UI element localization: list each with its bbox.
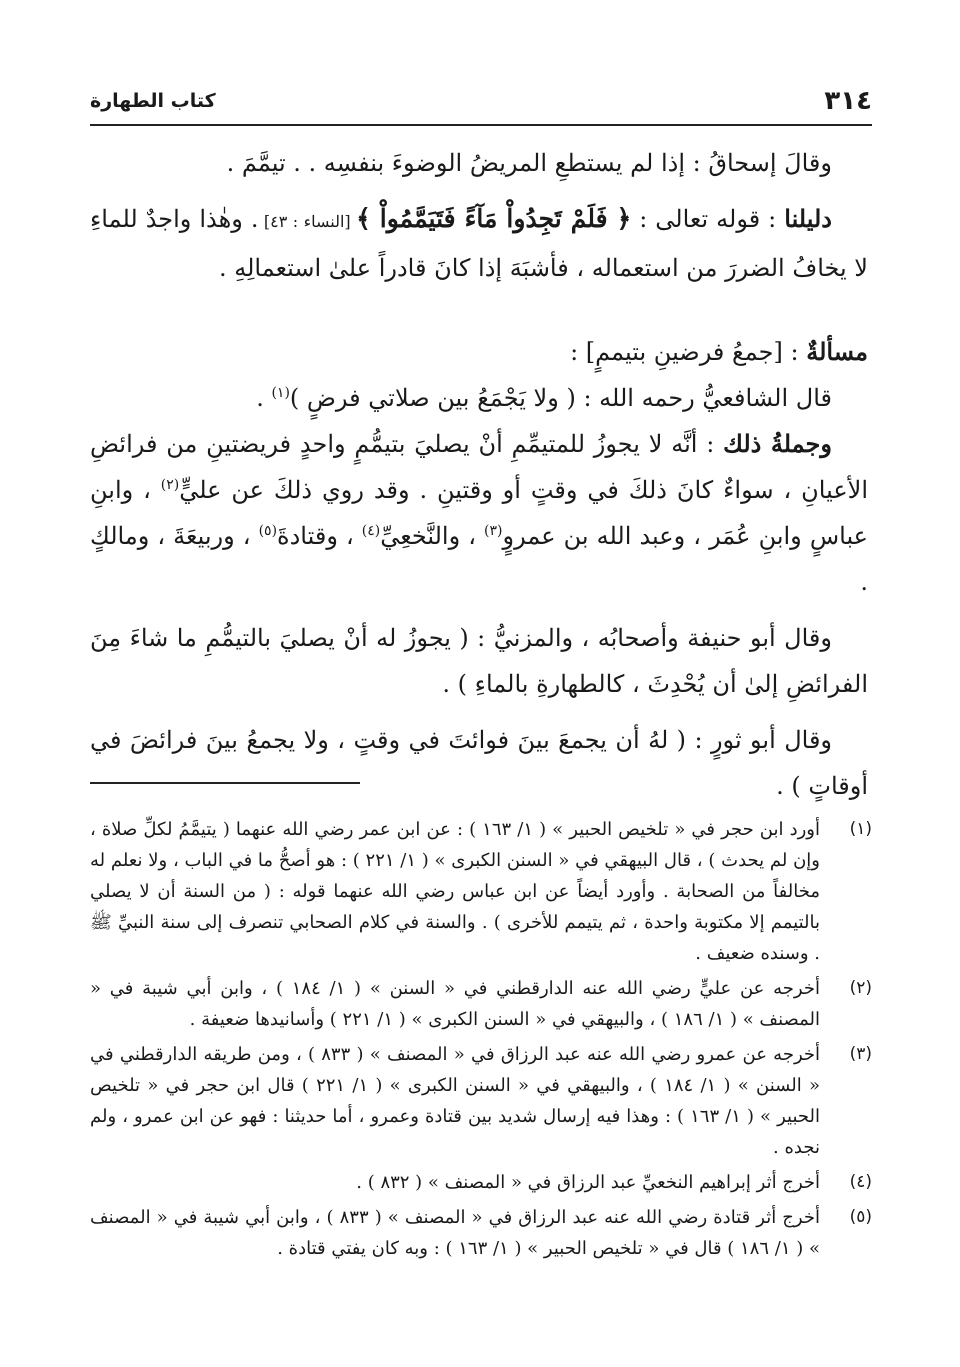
footnote-number: (٢) — [849, 978, 872, 998]
paragraph-abu-hanifa: وقال أبو حنيفة وأصحابُه ، والمزنيُّ : ( يجوزُ له أنْ يصليَ بالتيمُّمِ ما شاءَ مِنَ الفرائضِ إلىٰ أن يُحْدِثَ ، كالطهارةِ بالماءِ ) . — [90, 624, 868, 698]
footnote-ref-3[interactable]: (٣) — [484, 523, 503, 539]
book-title: كتاب الطهارة — [90, 90, 216, 112]
footnote-text: أخرج أثر قتادة رضي الله عنه عبد الرزاق في « المصنف » ( ٨٣٣ ) ، وابن أبي شيبة في « المصنف » ( ١/ ١٨٦ ) قال في « تلخيص الحبير » ( ١/ ١٦٣ ) : وبه كان يفتي قتادة . — [90, 1207, 820, 1259]
paragraph-ishaq: وقالَ إسحاقُ : إذا لم يستطعِ المريضُ الوضوءَ بنفسِه . . تيمَّمَ . — [226, 149, 832, 177]
header-rule — [90, 124, 872, 126]
footnote-ref-2[interactable]: (٢) — [160, 477, 180, 493]
footnote — [90, 1202, 872, 1264]
footnote — [90, 1167, 872, 1198]
paragraph-shafii: قال الشافعيُّ رحمه الله : ( ولا يَجْمَعُ بين صلاتي فرضٍ )$^{(١)}$ . — [256, 384, 832, 412]
page-number: ٣١٤ — [824, 86, 872, 116]
footnote — [90, 973, 872, 1035]
verse-reference: [النساء : ٤٣] — [258, 212, 357, 231]
footnote-text: أخرجه عن عليٍّ رضي الله عنه الدارقطني في « السنن » ( ١/ ١٨٤ ) ، وابن أبي شيبة في « المصنف » ( ١/ ١٨٦ ) ، والبيهقي في « السنن الكبرى » ( ١/ ٢٢١ ) وأسانيدها ضعيفة . — [90, 978, 820, 1030]
masala-lead: مسألةٌ — [806, 337, 868, 366]
footnote-text: أورد ابن حجر في « تلخيص الحبير » ( ١/ ١٦٣ ) : عن ابن عمر رضي الله عنهما ( يتيمَّمُ لكلِّ صلاة ، وإن لم يحدث ) ، قال البيهقي في « السنن الكبرى » ( ١/ ٢٢١ ) : هو أصحُّ ما في الباب ، ولا نعلم له مخالفاً من الصحابة . وأورد أيضاً عن ابن عباس رضي الله عنهما قوله : ( من السنة أن لا يصلي بالتيمم إلا مكتوبة واحدة ، ثم يتيمم للأخرى ) . والسنة في كلام الصحابي تنصرف إلى سنة النبيِّ ﷺ . وسنده ضعيف . — [90, 819, 820, 964]
summary-lead: وجملةُ ذلك — [723, 429, 832, 458]
footnote-ref-4[interactable]: (٤) — [361, 523, 381, 539]
footnote-separator — [90, 782, 360, 784]
footnote-ref-5[interactable]: (٥) — [258, 523, 278, 539]
footnote-ref-1[interactable]: (١) — [271, 385, 290, 401]
footnote-text: أخرجه عن عمرو رضي الله عنه عبد الرزاق في « المصنف » ( ٨٣٣ ) ، ومن طريقه الدارقطني في « السنن » ( ١/ ١٨٤ ) ، والبيهقي في « السنن الكبرى » ( ١/ ٢٢١ ) قال ابن حجر في « تلخيص الحبير » ( ١/ ١٦٣ ) : وهذا فيه إرسال شديد بين قتادة وعمرو ، أما حديثنا : فهو عن ابن عمرو ، ولم نجده . — [90, 1044, 821, 1158]
paragraph-evidence: دليلنا : قوله تعالى : ﴿ فَلَمْ تَجِدُواْ مَآءً فَتَيَمَّمُواْ ﴾ [النساء : ٤٣] . وهٰذا واجدٌ للماءِ لا يخافُ الضررَ من استعماله ، فأشبَهَ إذا كانَ قادراً علىٰ استعمالِهِ . — [90, 204, 868, 282]
footnote-number: (٥) — [849, 1207, 872, 1227]
footnotes — [90, 814, 872, 1268]
quran-verse: ﴿ فَلَمْ تَجِدُواْ مَآءً فَتَيَمَّمُواْ ﴾ — [356, 204, 632, 233]
paragraph-abu-thawr: وقال أبو ثورٍ : ( لهُ أن يجمعَ بينَ فوائتَ في وقتٍ ، ولا يجمعُ بينَ فرائضَ في أوقاتٍ ) . — [90, 726, 868, 800]
paragraph-summary: وجملةُ ذلك : أنَّه لا يجوزُ للمتيمِّمِ أنْ يصليَ بتيمُّمٍ واحدٍ فريضتينِ من فرائضِ الأعيانِ ، سواءٌ كانَ ذلكَ في وقتٍ أو وقتينِ . وقد روي ذلكَ عن عليٍّ$^{(٢)}$ ، وابنِ عباسٍ وابنِ عُمَر ، وعبد الله بن عمروٍ$^{(٣)}$ ، والنَّخعِيِّ$^{(٤)}$ ، وقتادةَ$^{(٥)}$ ، وربيعَةَ ، ومالكٍ . — [90, 429, 869, 596]
footnote — [90, 1039, 872, 1163]
footnote-text: أخرج أثر إبراهيم النخعيِّ عبد الرزاق في « المصنف » ( ٨٣٢ ) . — [356, 1172, 820, 1193]
footnote-number: (٣) — [849, 1044, 872, 1064]
masala-heading: مسألةٌ : [جمعُ فرضينِ بتيممٍ] : — [570, 337, 868, 366]
evidence-lead: دليلنا — [784, 204, 832, 233]
main-text — [90, 140, 868, 809]
running-header — [90, 86, 872, 120]
footnote-number: (١) — [849, 819, 872, 839]
footnote-number: (٤) — [849, 1172, 872, 1192]
footnote — [90, 814, 872, 969]
